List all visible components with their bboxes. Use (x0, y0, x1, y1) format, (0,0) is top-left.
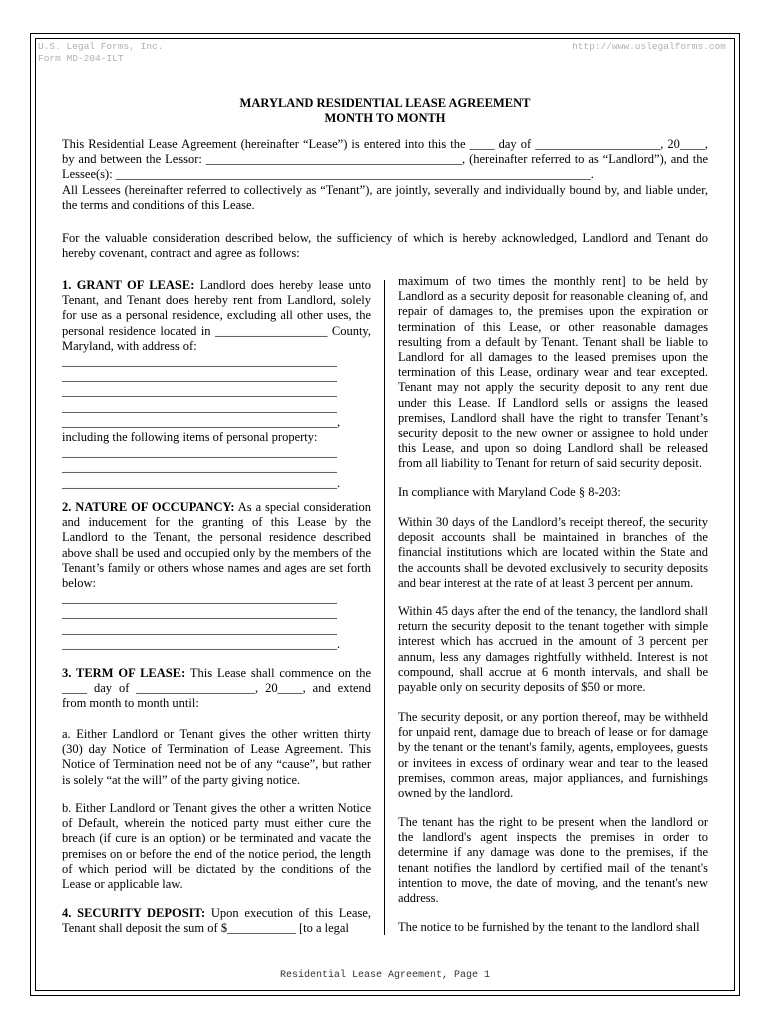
occupant-line: ____________________________________________. (62, 636, 341, 651)
deposit-withholding-paragraph: The security deposit, or any portion thereof, may be withheld for unpaid rent, damage due to breach of lease or for damage by the tenant or the tenant's family, agents, employees, guests or invitees in excess of ordinary wear and tear to the leased premises, common areas, major appliances, and furnishings owned by the landlord. (398, 710, 708, 801)
deposit-continued-paragraph: maximum of two times the monthly rent] to be held by Landlord as a security deposit for reasonable cleaning of, and repair of damages to, the premises upon the expiration or termination of this Lease, or other reasonable damages resulting from a default by Tenant. Tenant shall be liable to Landlord for all damages to the leased premises upon the termination of this Lease, ordinary wear and tear excepted. Tenant may not apply the security deposit to any rent due under this Lease. If Landlord sells or assigns the leased premises, Landlord shall have the right to transfer Tenant’s security deposit to the new owner or assignee to hold under this Lease, and upon so doing Landlord shall be released from all liability to Tenant for return of said security deposit. (398, 274, 708, 471)
address-line: ____________________________________________ (62, 384, 337, 399)
title-line-1: MARYLAND RESIDENTIAL LEASE AGREEMENT (239, 96, 531, 110)
inspection-rights-paragraph: The tenant has the right to be present when the landlord or the landlord's agent inspects the premises in order to determine if any damage was done to the premises, if the tenant notifies the landlord by certified mail of the tenant's intention to move, the date of moving, and the tenant's new address. (398, 815, 708, 906)
form-number: Form MD-204-ILT (38, 53, 124, 64)
address-line: ____________________________________________ (62, 399, 337, 414)
maryland-code-paragraph: In compliance with Maryland Code § 8-203: (398, 485, 621, 499)
notice-paragraph: The notice to be furnished by the tenant to the landlord shall (398, 920, 700, 934)
intro-paragraph (62, 137, 708, 213)
column-divider (384, 280, 385, 935)
consideration-paragraph: For the valuable consideration described below, the sufficiency of which is hereby acknowledged, Landlord and Tenant do hereby covenant, contract and agree as follows: (62, 231, 708, 261)
section-3-heading: 3. TERM OF LEASE: (62, 666, 186, 680)
section-4-heading: 4. SECURITY DEPOSIT: (62, 906, 206, 920)
section-4-security-deposit (62, 906, 371, 936)
section-1-text: Landlord does hereby lease unto Tenant, and Tenant does hereby rent from Landlord, solely for use as a personal residence, excluding all other uses, the personal residence located in __________________ County, Maryland, with address of: (62, 278, 371, 353)
section-3b-text: b. Either Landlord or Tenant gives the other a written Notice of Default, wherein the noticed party must either cure the breach (if cure is an option) or be terminated and vacate the premises on or before the end of the notice period, the length of which period will be dictated by the conditions of the Lease or applicable law. (62, 801, 371, 892)
property-line: ____________________________________________ (62, 445, 337, 460)
property-line: ____________________________________________. (62, 475, 341, 490)
occupant-line: ____________________________________________ (62, 621, 337, 636)
occupant-line: ____________________________________________ (62, 591, 337, 606)
page-footer: Residential Lease Agreement, Page 1 (279, 970, 491, 981)
section-2-nature-of-occupancy (62, 500, 371, 652)
company-name: U.S. Legal Forms, Inc. (38, 41, 164, 52)
section-3a-text: a. Either Landlord or Tenant gives the other written thirty (30) day Notice of Termination of Lease Agreement. This Notice of Termination need not be of any “cause”, but rather is solely “at the will” of the party giving notice. (62, 727, 371, 787)
document-title (0, 96, 770, 126)
intro-lessees-text: All Lessees (hereinafter referred to collectively as “Tenant”), are jointly, severally and individually bound by, and liable under, the terms and conditions of this Lease. (62, 182, 708, 212)
section-3-text: This Lease shall commence on the ____ day of ___________________, 20____, and extend from month to month until: (62, 666, 371, 711)
section-1-grant-of-lease (62, 278, 371, 491)
personal-property-label: including the following items of personal property: (62, 430, 318, 445)
property-line: ____________________________________________ (62, 460, 337, 475)
form-header-left (38, 41, 163, 65)
title-line-2: MONTH TO MONTH (324, 111, 446, 125)
form-url[interactable]: http://www.uslegalforms.com (572, 41, 726, 52)
intro-text: This Residential Lease Agreement (hereinafter “Lease”) is entered into this the ____ day of ____________________, 20____, by and between the Lessor: _________________________________________, (hereinafter referred to as “Landlord”), and the Lessee(s): ____________________________________________________________________________. (62, 137, 708, 182)
section-2-text: As a special consideration and inducement for the granting of this Lease by the Landlord to the Tenant, the personal residence described above shall be used and occupied only by the members of the Tenant’s family or others whose names and ages are set forth below: (62, 500, 372, 591)
deposit-return-paragraph: Within 45 days after the end of the tenancy, the landlord shall return the security deposit to the tenant together with simple interest which has accrued in the amount of 3 percent per annum, less any damages rightfully withheld. Interest is not compound, shall accrue at 6 month intervals, and shall be payable only on security deposits of $50 or more. (398, 604, 708, 695)
occupant-line: ____________________________________________ (62, 606, 337, 621)
section-4-text: Upon execution of this Lease, Tenant shall deposit the sum of $___________ [to a legal (62, 906, 372, 936)
address-line: ____________________________________________ (62, 369, 337, 384)
section-2-heading: 2. NATURE OF OCCUPANCY: (62, 500, 235, 514)
address-line: ____________________________________________, (62, 414, 341, 429)
section-1-heading: 1. GRANT OF LEASE: (62, 278, 195, 292)
address-line: ____________________________________________ (62, 354, 337, 369)
deposit-accounts-paragraph: Within 30 days of the Landlord’s receipt thereof, the security deposit accounts shall be maintained in branches of the financial institutions which are located within the State and the accounts shall be devoted exclusively to security deposits and bear interest at the rate of at least 3 percent per annum. (398, 515, 708, 590)
section-3-term-of-lease (62, 666, 371, 712)
